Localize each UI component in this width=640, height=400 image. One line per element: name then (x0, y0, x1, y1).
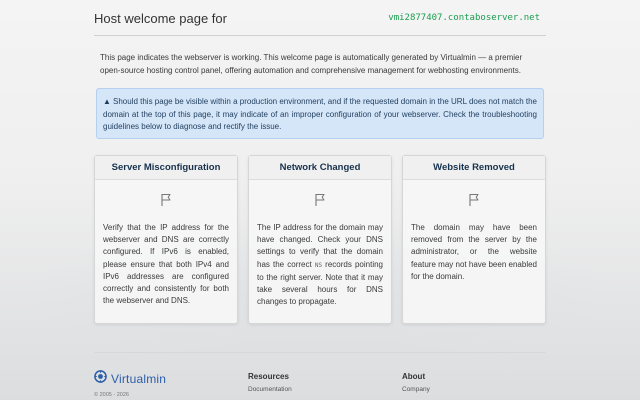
card-title: Network Changed (249, 156, 391, 180)
alert-text: Should this page be visible within a production environment, and if the requested domain in the URL does not match the domain at the top of this page, it may indicate of an improper configuration of your webserver. Check the troubleshooting guidelines below to diagnose and rectify the issue. (103, 97, 537, 131)
card-title: Website Removed (403, 156, 545, 180)
card-title: Server Misconfiguration (95, 156, 237, 180)
card-text: The domain may have been removed from the server by the administrator, or the website feature may not have been enabled for the domain. (411, 223, 537, 281)
card-text-part: The IP address for the domain may have changed. Check your DNS settings to verify that the domain has the correct (257, 223, 383, 269)
ns-code: NS (314, 261, 323, 269)
flag-icon (249, 193, 391, 212)
hostname: vmi2877407.contaboserver.net (388, 13, 540, 23)
intro-text: This page indicates the webserver is working. This welcome page is automatically generated by Virtualmin — a premier open-source hosting control panel, offering automation and comprehensive management for webhosting environments. (100, 53, 523, 75)
page-header (94, 10, 546, 36)
footer-link-documentation[interactable]: Documentation (248, 386, 292, 393)
page-title: Host welcome page for (94, 11, 227, 26)
footer-link-company[interactable]: Company (402, 386, 430, 393)
card-network-changed (248, 155, 392, 324)
warning-alert (96, 88, 544, 139)
logo-text: Virtualmin (111, 372, 167, 386)
virtualmin-logo-icon (94, 370, 107, 388)
copyright: © 2005 - 2026 (94, 392, 129, 398)
flag-icon (403, 193, 545, 212)
virtualmin-logo[interactable] (94, 371, 166, 387)
footer-heading-about: About (402, 372, 426, 381)
warning-icon: ▲ (103, 97, 111, 106)
card-server-misconfiguration (94, 155, 238, 324)
card-text-part: records pointing to the right server. Note that it may take several hours for DNS changes to propagate. (257, 259, 383, 307)
flag-icon (95, 193, 237, 212)
card-text: Verify that the IP address for the webserver and DNS are correctly configured. If IPv6 is enabled, please ensure that both IPv4 and IPv6 addresses are configured correctly and consistently for both the webserver and DNS. (103, 223, 229, 306)
card-text (257, 222, 383, 308)
footer-divider (94, 352, 546, 353)
footer-heading-resources: Resources (248, 372, 289, 381)
card-website-removed (402, 155, 546, 324)
